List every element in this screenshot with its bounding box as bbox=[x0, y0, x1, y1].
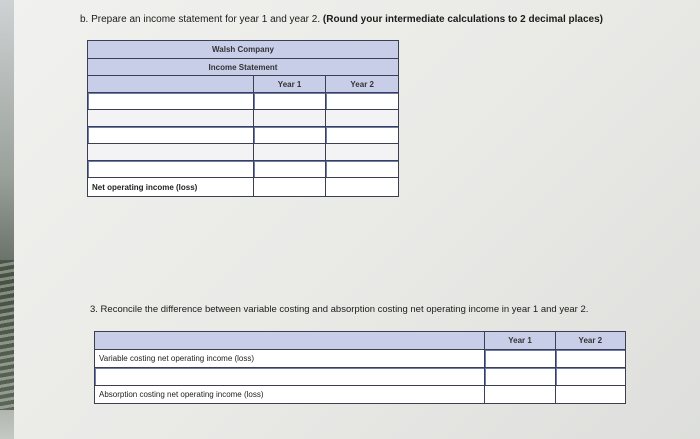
net-operating-income-label-cell bbox=[88, 178, 254, 197]
reconcile-year1-header bbox=[485, 332, 555, 350]
year1-field-3[interactable] bbox=[254, 161, 326, 177]
adjustment-year1-cell[interactable] bbox=[485, 368, 555, 386]
year1-field-1[interactable] bbox=[254, 93, 326, 109]
line-label-input-2[interactable] bbox=[88, 127, 254, 144]
year1-header-label: Year 1 bbox=[277, 79, 302, 89]
part-b-heading bbox=[80, 14, 603, 25]
background-edge bbox=[0, 0, 14, 439]
year2-field-3[interactable] bbox=[326, 161, 398, 177]
absorption-year1-cell bbox=[485, 386, 555, 404]
background-tree bbox=[0, 260, 14, 410]
year2-input-3[interactable] bbox=[326, 161, 399, 178]
variable-year2-field[interactable] bbox=[556, 350, 625, 367]
line-label-field-1[interactable] bbox=[88, 93, 253, 109]
reconcile-year1-label: Year 1 bbox=[508, 336, 532, 345]
heading-rounding-note: (Round your intermediate calculations to 2 decimal places) bbox=[322, 14, 603, 25]
statement-title: Income Statement bbox=[208, 62, 278, 72]
statement-title-cell bbox=[88, 59, 399, 76]
year2-field-1[interactable] bbox=[326, 93, 398, 109]
variable-year1-field[interactable] bbox=[485, 350, 554, 367]
spacer-row-2 bbox=[88, 144, 254, 161]
variable-year2-cell[interactable] bbox=[555, 350, 625, 368]
company-name-cell bbox=[88, 41, 399, 59]
variable-costing-label: Variable costing net operating income (loss) bbox=[99, 354, 255, 363]
net-income-year1 bbox=[253, 178, 326, 197]
income-statement-table bbox=[87, 40, 399, 197]
absorption-costing-label-cell bbox=[95, 386, 485, 404]
reconcile-year2-header bbox=[555, 332, 625, 350]
reconcile-label-header bbox=[95, 332, 485, 350]
spacer-row-1 bbox=[88, 110, 254, 127]
variable-year1-cell[interactable] bbox=[485, 350, 555, 368]
spacer-cell-1a bbox=[253, 110, 326, 127]
year1-header bbox=[253, 76, 326, 93]
adjustment-label-input[interactable] bbox=[95, 368, 485, 386]
year1-input-3[interactable] bbox=[253, 161, 326, 178]
question-3-prompt: 3. Reconcile the difference between variable costing and absorption costing net operating income in year 1 and year 2. bbox=[90, 304, 589, 315]
label-header-cell bbox=[88, 76, 254, 93]
year2-header-label: Year 2 bbox=[350, 79, 374, 89]
line-label-field-2[interactable] bbox=[88, 127, 253, 143]
adjustment-year2-cell[interactable] bbox=[555, 368, 625, 386]
spacer-cell-2b bbox=[326, 144, 399, 161]
heading-text: b. Prepare an income statement for year 1 and year 2. bbox=[80, 14, 323, 25]
adjustment-label-field[interactable] bbox=[95, 368, 484, 385]
company-name: Walsh Company bbox=[212, 45, 274, 54]
reconcile-year2-label: Year 2 bbox=[578, 336, 603, 345]
spacer-cell-1b bbox=[326, 110, 399, 127]
net-operating-income-label: Net operating income (loss) bbox=[92, 182, 198, 192]
year2-header bbox=[326, 76, 399, 93]
line-label-input-3[interactable] bbox=[88, 161, 254, 178]
adjustment-year1-field[interactable] bbox=[485, 368, 554, 385]
reconciliation-table bbox=[94, 331, 626, 404]
year2-field-2[interactable] bbox=[326, 127, 398, 143]
year2-input-1[interactable] bbox=[326, 93, 399, 110]
absorption-costing-label: Absorption costing net operating income (loss) bbox=[99, 390, 264, 399]
line-label-input-1[interactable] bbox=[88, 93, 254, 110]
spacer-cell-2a bbox=[253, 144, 326, 161]
year1-input-1[interactable] bbox=[253, 93, 326, 110]
adjustment-year2-field[interactable] bbox=[556, 368, 625, 385]
year1-field-2[interactable] bbox=[254, 127, 326, 143]
year1-input-2[interactable] bbox=[253, 127, 326, 144]
variable-costing-label-cell bbox=[95, 350, 485, 368]
net-income-year2 bbox=[326, 178, 399, 197]
line-label-field-3[interactable] bbox=[88, 161, 253, 177]
year2-input-2[interactable] bbox=[326, 127, 399, 144]
absorption-year2-cell bbox=[555, 386, 625, 404]
